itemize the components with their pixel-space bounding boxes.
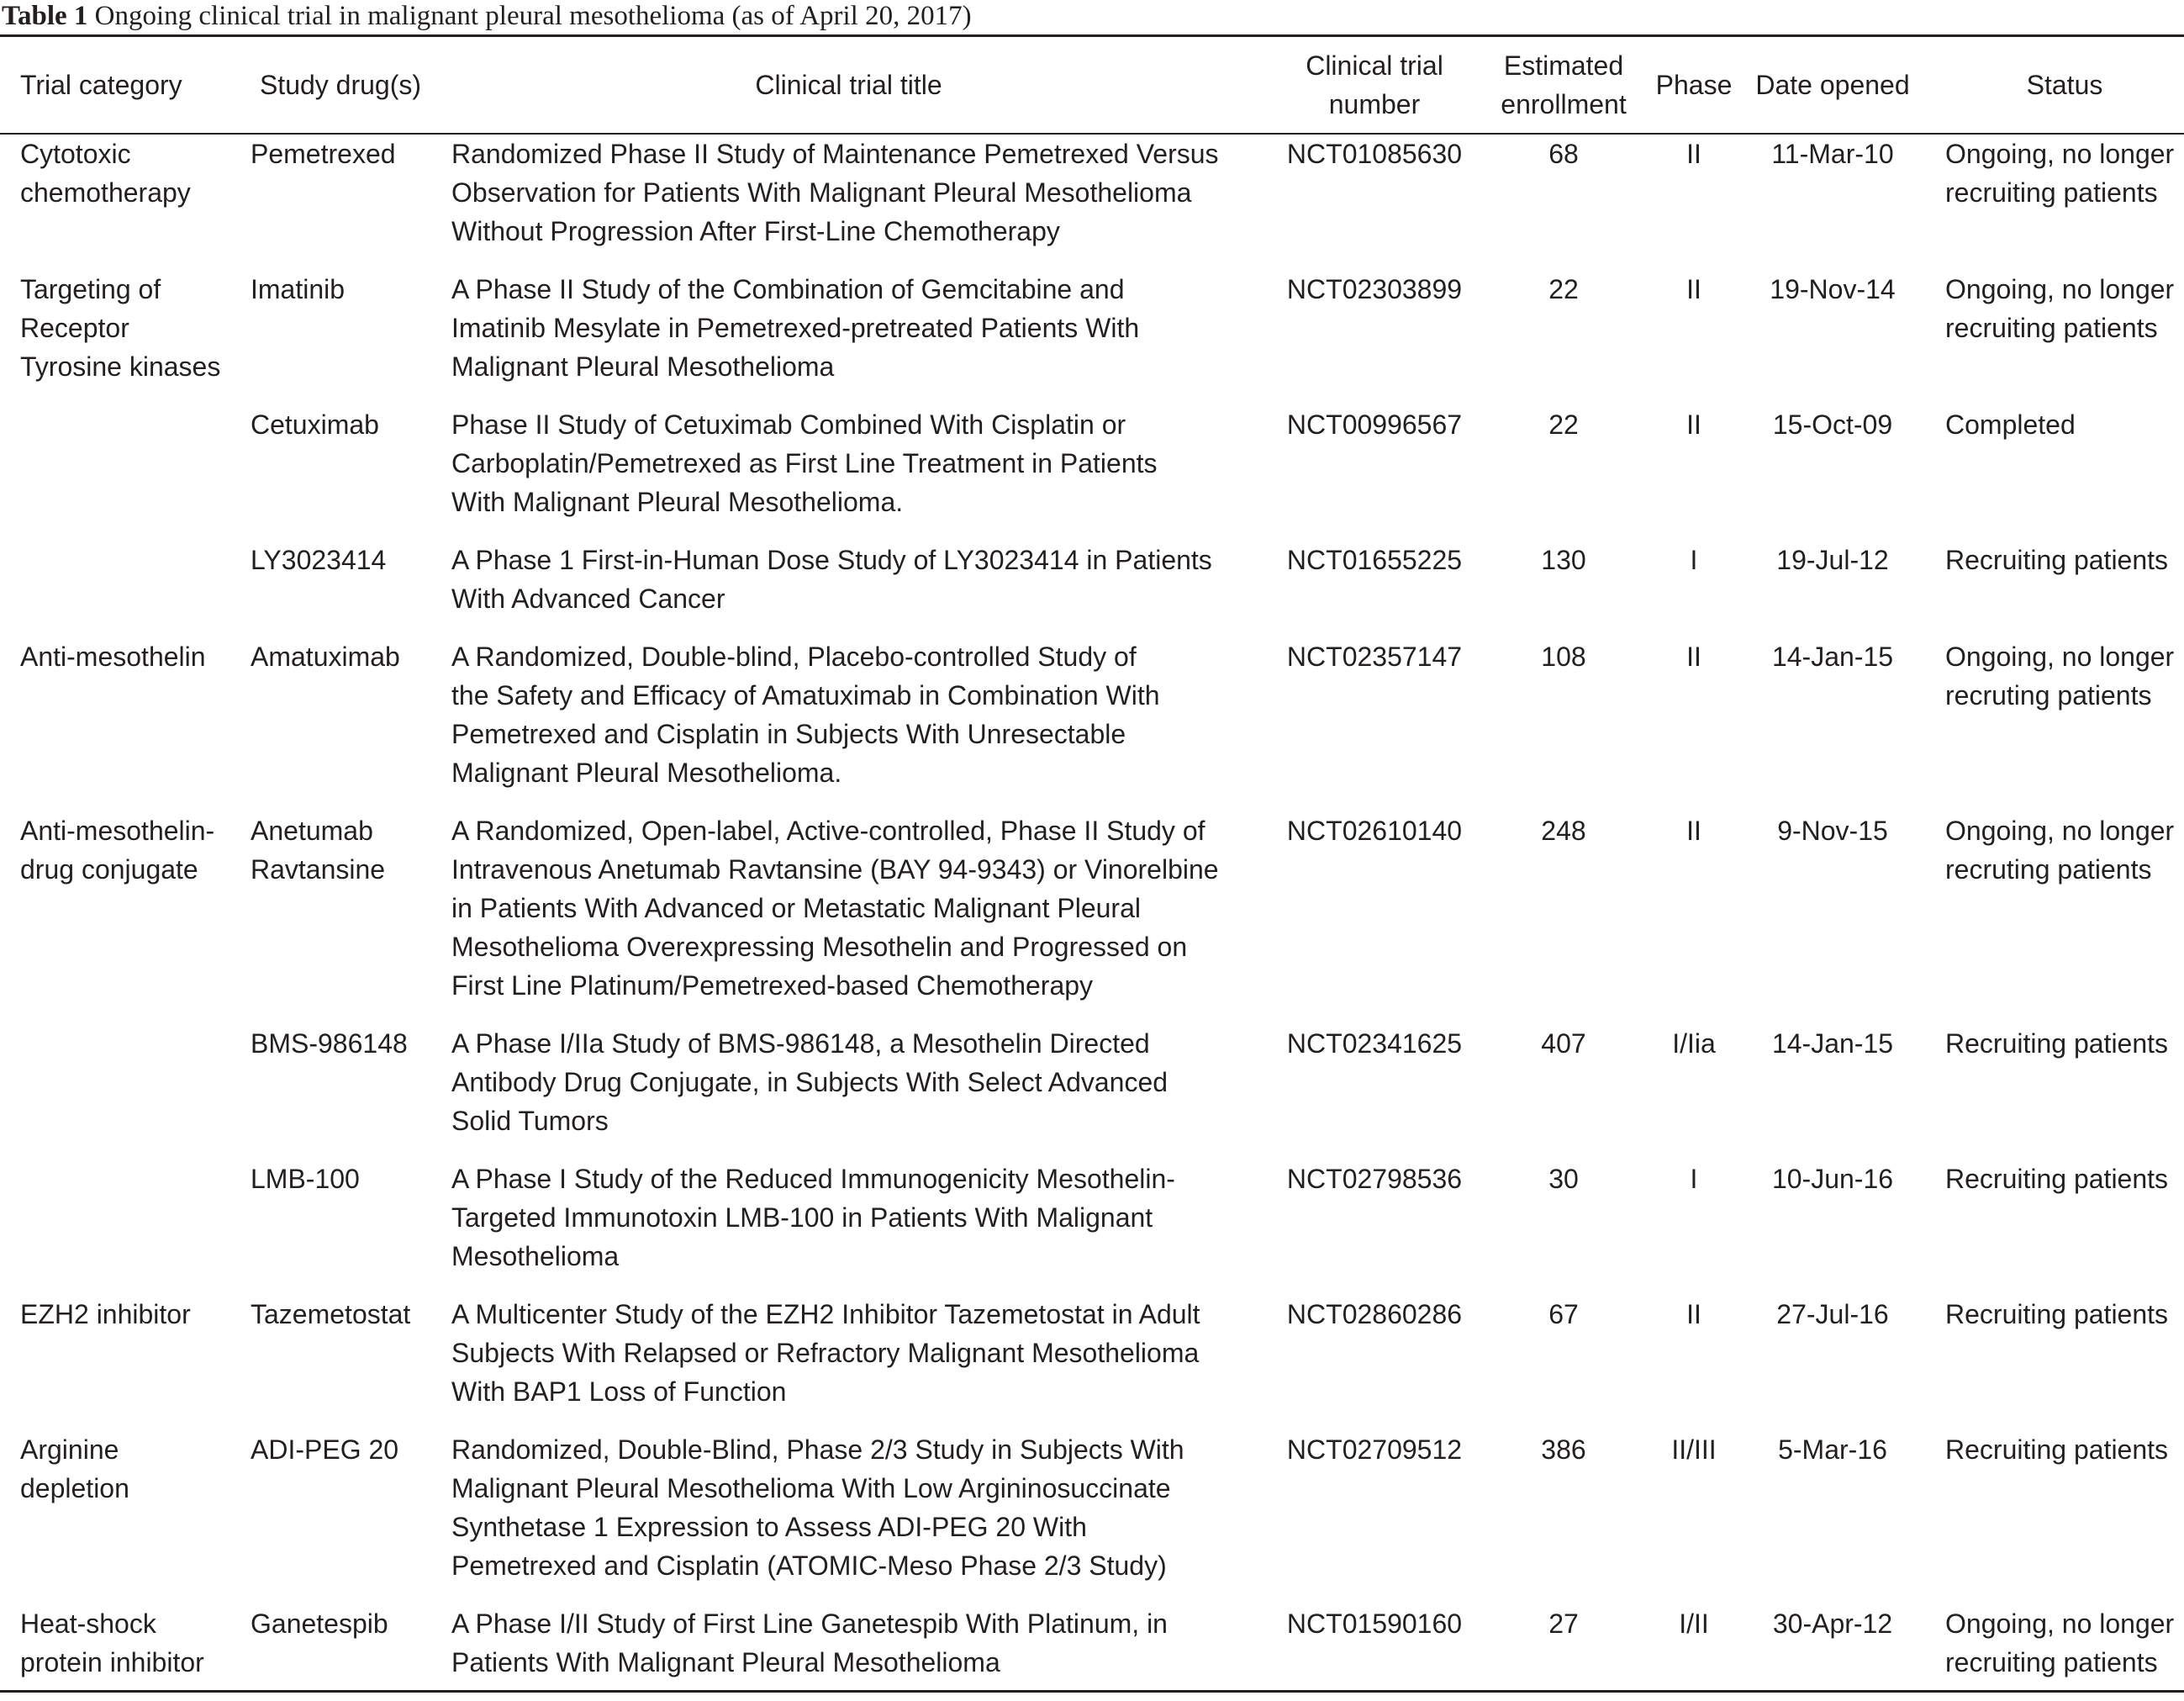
date-opened-cell — [1744, 811, 1921, 850]
trial-category-cell — [20, 811, 240, 889]
phase-cell — [1643, 1024, 1744, 1063]
trial-number-cell — [1265, 811, 1484, 850]
trial-title-cell — [451, 135, 1258, 251]
phase-cell-text: II — [1686, 274, 1701, 304]
enrollment-cell — [1488, 541, 1639, 579]
phase-cell — [1643, 1160, 1744, 1198]
header-date-opened — [1744, 37, 1921, 133]
trial-title-cell — [451, 1024, 1258, 1140]
status-cell-line: Recruiting patients — [1945, 545, 2169, 575]
trial-title-cell-line: With BAP1 Loss of Function — [451, 1376, 787, 1407]
status-cell — [1945, 135, 2184, 212]
status-cell — [1945, 1295, 2184, 1334]
study-drug-cell — [251, 135, 446, 173]
trial-title-cell-line: the Safety and Efficacy of Amatuximab in Combination With — [451, 680, 1160, 711]
phase-cell-text: II — [1686, 642, 1701, 672]
trial-category-cell — [20, 1604, 240, 1682]
trial-category-cell-line: protein inhibitor — [20, 1647, 204, 1677]
phase-cell — [1643, 1295, 1744, 1334]
date-opened-cell-text: 14-Jan-15 — [1771, 1028, 1894, 1059]
phase-cell-text: II/III — [1671, 1434, 1717, 1465]
status-cell-line: Recruiting patients — [1945, 1299, 2169, 1329]
study-drug-cell — [251, 811, 446, 889]
date-opened-cell — [1744, 541, 1921, 579]
phase-cell — [1643, 270, 1744, 309]
study-drug-cell-line: Pemetrexed — [251, 139, 396, 169]
header-clinical-trial-number-line1: Clinical trial — [1306, 50, 1443, 81]
trial-title-cell-line: Randomized, Double-Blind, Phase 2/3 Study in Subjects With — [451, 1434, 1184, 1465]
trial-category-cell — [20, 637, 240, 676]
enrollment-cell — [1488, 405, 1639, 444]
trial-category-cell — [20, 135, 240, 212]
trial-title-cell — [451, 1295, 1258, 1411]
phase-cell-text: II — [1686, 1299, 1701, 1329]
study-drug-cell — [251, 1604, 446, 1643]
enrollment-cell — [1488, 1604, 1639, 1643]
header-phase-label: Phase — [1655, 70, 1733, 100]
trial-title-cell-line: A Phase I/II Study of First Line Ganetespib With Platinum, in — [451, 1609, 1168, 1639]
header-trial-category-label: Trial category — [20, 70, 182, 100]
trial-category-cell-line: Receptor — [20, 313, 129, 343]
trial-number-cell-text: NCT02341625 — [1286, 1028, 1463, 1059]
trial-number-cell-text: NCT02610140 — [1286, 816, 1463, 846]
date-opened-cell-text: 30-Apr-12 — [1772, 1609, 1893, 1639]
trial-title-cell — [451, 1160, 1258, 1276]
status-cell-line: recruiting patients — [1945, 177, 2158, 208]
date-opened-cell-text: 5-Mar-16 — [1778, 1434, 1887, 1465]
trial-number-cell — [1265, 1160, 1484, 1198]
trial-category-cell-line: Anti-mesothelin- — [20, 816, 215, 846]
status-cell-line: Recruiting patients — [1945, 1434, 2169, 1465]
table-row — [0, 1024, 2184, 1160]
date-opened-cell-text: 11-Mar-10 — [1771, 139, 1894, 169]
header-status-label: Status — [2026, 70, 2103, 100]
phase-cell — [1643, 541, 1744, 579]
study-drug-cell-line: Anetumab — [251, 816, 373, 846]
trial-title-cell-line: Malignant Pleural Mesothelioma. — [451, 758, 842, 788]
status-cell-line: recruting patients — [1945, 854, 2152, 885]
trial-title-cell — [451, 541, 1258, 618]
trial-title-cell-line: Intravenous Anetumab Ravtansine (BAY 94-9343) or Vinorelbine — [451, 854, 1219, 885]
date-opened-cell-text: 15-Oct-09 — [1772, 409, 1893, 440]
enrollment-cell — [1488, 1295, 1639, 1334]
status-cell-line: Ongoing, no longer — [1945, 642, 2175, 672]
trial-category-cell-line: chemotherapy — [20, 177, 191, 208]
trial-title-cell-line: First Line Platinum/Pemetrexed-based Chemotherapy — [451, 970, 1094, 1001]
table-row — [0, 1160, 2184, 1295]
trial-number-cell-text: NCT01655225 — [1286, 545, 1463, 575]
enrollment-cell-text: 68 — [1548, 139, 1579, 169]
status-cell — [1945, 270, 2184, 347]
study-drug-cell — [251, 541, 446, 579]
enrollment-cell-text: 67 — [1548, 1299, 1579, 1329]
header-study-drugs-label: Study drug(s) — [259, 70, 422, 100]
date-opened-cell — [1744, 1604, 1921, 1643]
trial-number-cell-text: NCT02709512 — [1286, 1434, 1463, 1465]
trial-category-cell — [20, 270, 240, 386]
phase-cell — [1643, 405, 1744, 444]
trial-number-cell — [1265, 1430, 1484, 1469]
status-cell-line: recruiting patients — [1945, 313, 2158, 343]
enrollment-cell — [1488, 135, 1639, 173]
table-caption-text: Ongoing clinical trial in malignant pleural mesothelioma (as of April 20, 2017) — [87, 1, 972, 31]
trial-number-cell — [1265, 637, 1484, 676]
phase-cell-text: I — [1690, 545, 1698, 575]
trial-number-cell-text: NCT02357147 — [1286, 642, 1463, 672]
status-cell — [1945, 1430, 2184, 1469]
trial-category-cell-line: Tyrosine kinases — [20, 351, 221, 382]
enrollment-cell-text: 27 — [1548, 1609, 1579, 1639]
date-opened-cell — [1744, 1024, 1921, 1063]
trial-title-cell-line: Antibody Drug Conjugate, in Subjects With Select Advanced — [451, 1067, 1168, 1097]
enrollment-cell — [1488, 1430, 1639, 1469]
phase-cell-text: II — [1686, 816, 1701, 846]
trial-category-cell-line: depletion — [20, 1473, 129, 1503]
trial-category-cell-line: Heat-shock — [20, 1609, 156, 1639]
trial-title-cell — [451, 1604, 1258, 1682]
status-cell-line: Ongoing, no longer — [1945, 274, 2175, 304]
trial-title-cell-line: in Patients With Advanced or Metastatic Malignant Pleural — [451, 893, 1141, 923]
phase-cell-text: I/II — [1679, 1609, 1709, 1639]
trial-title-cell-line: Without Progression After First-Line Chemotherapy — [451, 216, 1060, 246]
trial-title-cell-line: Carboplatin/Pemetrexed as First Line Treatment in Patients — [451, 448, 1158, 478]
trial-title-cell-line: Malignant Pleural Mesothelioma — [451, 351, 835, 382]
trial-title-cell-line: A Phase 1 First-in-Human Dose Study of LY3023414 in Patients — [451, 545, 1212, 575]
status-cell-line: Completed — [1945, 409, 2076, 440]
table-caption — [2, 0, 972, 32]
trial-title-cell — [451, 270, 1258, 386]
trial-category-cell-line: Targeting of — [20, 274, 161, 304]
phase-cell — [1643, 1604, 1744, 1643]
table-row — [0, 637, 2184, 811]
trial-number-cell-text: NCT02303899 — [1286, 274, 1463, 304]
date-opened-cell-text: 9-Nov-15 — [1777, 816, 1888, 846]
status-cell — [1945, 1024, 2184, 1063]
trial-category-cell-line: Anti-mesothelin — [20, 642, 206, 672]
study-drug-cell-line: LMB-100 — [251, 1164, 360, 1194]
date-opened-cell-text: 14-Jan-15 — [1771, 642, 1894, 672]
date-opened-cell — [1744, 270, 1921, 309]
trial-category-cell — [20, 1430, 240, 1508]
study-drug-cell-line: LY3023414 — [251, 545, 387, 575]
date-opened-cell-text: 19-Nov-14 — [1770, 274, 1896, 304]
header-date-opened-label: Date opened — [1755, 70, 1910, 100]
status-cell — [1945, 1604, 2184, 1682]
trial-title-cell-line: A Multicenter Study of the EZH2 Inhibitor Tazemetostat in Adult — [451, 1299, 1200, 1329]
trial-title-cell — [451, 405, 1258, 521]
status-cell — [1945, 405, 2184, 444]
trial-category-cell-line: Arginine — [20, 1434, 119, 1465]
trial-title-cell-line: Solid Tumors — [451, 1106, 609, 1136]
phase-cell-text: II — [1686, 409, 1701, 440]
trial-category-cell-line: drug conjugate — [20, 854, 198, 885]
trial-title-cell-line: Targeted Immunotoxin LMB-100 in Patients With Malignant — [451, 1202, 1153, 1233]
study-drug-cell — [251, 1160, 446, 1198]
trial-number-cell — [1265, 541, 1484, 579]
date-opened-cell — [1744, 1160, 1921, 1198]
trial-title-cell-line: A Randomized, Double-blind, Placebo-controlled Study of — [451, 642, 1137, 672]
status-cell-line: Ongoing, no longer — [1945, 1609, 2175, 1639]
enrollment-cell-text: 386 — [1541, 1434, 1586, 1465]
table-row — [0, 1430, 2184, 1604]
trial-number-cell — [1265, 1024, 1484, 1063]
trial-title-cell-line: Mesothelioma — [451, 1241, 620, 1271]
status-cell-line: Recruiting patients — [1945, 1164, 2169, 1194]
phase-cell — [1643, 637, 1744, 676]
phase-cell-text: II — [1686, 139, 1701, 169]
trial-title-cell-line: A Phase I/IIa Study of BMS-986148, a Mesothelin Directed — [451, 1028, 1150, 1059]
phase-cell — [1643, 811, 1744, 850]
trial-title-cell — [451, 811, 1258, 1005]
trial-title-cell — [451, 1430, 1258, 1585]
trial-number-cell — [1265, 1604, 1484, 1643]
table-row — [0, 1295, 2184, 1430]
trial-title-cell — [451, 637, 1258, 792]
table-row — [0, 541, 2184, 637]
header-clinical-trial-title — [451, 37, 1246, 133]
study-drug-cell-line: Amatuximab — [251, 642, 400, 672]
enrollment-cell-text: 22 — [1548, 274, 1579, 304]
header-estimated-enrollment — [1488, 37, 1639, 133]
status-cell — [1945, 1160, 2184, 1198]
date-opened-cell-text: 10-Jun-16 — [1771, 1164, 1894, 1194]
status-cell-line: Ongoing, no longer — [1945, 816, 2175, 846]
study-drug-cell — [251, 405, 446, 444]
header-phase — [1643, 37, 1744, 133]
trial-number-cell — [1265, 270, 1484, 309]
trial-title-cell-line: Pemetrexed and Cisplatin (ATOMIC-Meso Phase 2/3 Study) — [451, 1550, 1167, 1581]
header-status — [1945, 37, 2184, 133]
header-estimated-enrollment-line2: enrollment — [1501, 89, 1627, 119]
trial-number-cell-text: NCT01590160 — [1286, 1609, 1463, 1639]
trial-title-cell-line: With Advanced Cancer — [451, 584, 725, 614]
study-drug-cell-line: Tazemetostat — [251, 1299, 411, 1329]
trial-category-cell — [20, 1295, 240, 1334]
date-opened-cell-text: 19-Jul-12 — [1776, 545, 1889, 575]
table-row — [0, 135, 2184, 270]
enrollment-cell — [1488, 1024, 1639, 1063]
status-cell-line: recruiting patients — [1945, 1647, 2158, 1677]
trial-number-cell-text: NCT02798536 — [1286, 1164, 1463, 1194]
enrollment-cell-text: 108 — [1541, 642, 1586, 672]
table-body — [0, 135, 2184, 1701]
header-clinical-trial-title-label: Clinical trial title — [755, 70, 942, 100]
trial-number-cell — [1265, 405, 1484, 444]
study-drug-cell — [251, 1430, 446, 1469]
status-cell-line: Ongoing, no longer — [1945, 139, 2175, 169]
trial-category-cell-line: Cytotoxic — [20, 139, 131, 169]
table-header-row — [0, 37, 2184, 133]
status-cell-line: Recruiting patients — [1945, 1028, 2169, 1059]
trial-title-cell-line: Phase II Study of Cetuximab Combined With Cisplatin or — [451, 409, 1126, 440]
enrollment-cell — [1488, 270, 1639, 309]
trial-title-cell-line: A Phase II Study of the Combination of Gemcitabine and — [451, 274, 1125, 304]
phase-cell-text: I/Iia — [1672, 1028, 1716, 1059]
trial-number-cell — [1265, 1295, 1484, 1334]
study-drug-cell-line: Cetuximab — [251, 409, 379, 440]
enrollment-cell-text: 30 — [1548, 1164, 1579, 1194]
enrollment-cell-text: 248 — [1541, 816, 1586, 846]
header-clinical-trial-number — [1265, 37, 1484, 133]
header-estimated-enrollment-line1: Estimated — [1503, 50, 1624, 81]
trial-title-cell-line: With Malignant Pleural Mesothelioma. — [451, 487, 904, 517]
date-opened-cell — [1744, 1295, 1921, 1334]
status-cell-line: recruting patients — [1945, 680, 2152, 711]
table-row — [0, 270, 2184, 405]
date-opened-cell — [1744, 1430, 1921, 1469]
status-cell — [1945, 541, 2184, 579]
study-drug-cell-line: ADI-PEG 20 — [251, 1434, 399, 1465]
enrollment-cell-text: 130 — [1541, 545, 1586, 575]
header-trial-category — [20, 37, 240, 133]
table-caption-label: Table 1 — [2, 1, 88, 31]
study-drug-cell — [251, 270, 446, 309]
date-opened-cell — [1744, 135, 1921, 173]
header-study-drugs — [240, 37, 441, 133]
trial-number-cell — [1265, 135, 1484, 173]
date-opened-cell — [1744, 637, 1921, 676]
date-opened-cell — [1744, 405, 1921, 444]
trial-title-cell-line: Synthetase 1 Expression to Assess ADI-PEG 20 With — [451, 1512, 1087, 1542]
trial-title-cell-line: A Randomized, Open-label, Active-controlled, Phase II Study of — [451, 816, 1205, 846]
trial-title-cell-line: A Phase I Study of the Reduced Immunogenicity Mesothelin- — [451, 1164, 1175, 1194]
status-cell — [1945, 811, 2184, 889]
trial-title-cell-line: Pemetrexed and Cisplatin in Subjects With Unresectable — [451, 719, 1126, 749]
enrollment-cell-text: 407 — [1541, 1028, 1586, 1059]
trial-title-cell-line: Observation for Patients With Malignant Pleural Mesothelioma — [451, 177, 1192, 208]
study-drug-cell-line: Ganetespib — [251, 1609, 388, 1639]
study-drug-cell — [251, 1024, 446, 1063]
trial-number-cell-text: NCT01085630 — [1286, 139, 1463, 169]
enrollment-cell — [1488, 1160, 1639, 1198]
table-row — [0, 1604, 2184, 1701]
trial-number-cell-text: NCT02860286 — [1286, 1299, 1463, 1329]
study-drug-cell-line: Ravtansine — [251, 854, 386, 885]
study-drug-cell-line: BMS-986148 — [251, 1028, 408, 1059]
enrollment-cell — [1488, 637, 1639, 676]
phase-cell-text: I — [1690, 1164, 1698, 1194]
study-drug-cell-line: Imatinib — [251, 274, 346, 304]
trial-category-cell-line: EZH2 inhibitor — [20, 1299, 191, 1329]
header-clinical-trial-number-line2: number — [1328, 89, 1421, 119]
phase-cell — [1643, 1430, 1744, 1469]
date-opened-cell-text: 27-Jul-16 — [1776, 1299, 1889, 1329]
phase-cell — [1643, 135, 1744, 173]
trial-title-cell-line: Mesothelioma Overexpressing Mesothelin and Progressed on — [451, 932, 1188, 962]
table-row — [0, 405, 2184, 541]
trial-title-cell-line: Randomized Phase II Study of Maintenance Pemetrexed Versus — [451, 139, 1219, 169]
trial-number-cell-text: NCT00996567 — [1286, 409, 1463, 440]
status-cell — [1945, 637, 2184, 715]
study-drug-cell — [251, 637, 446, 676]
study-drug-cell — [251, 1295, 446, 1334]
table-row — [0, 811, 2184, 1024]
trial-title-cell-line: Subjects With Relapsed or Refractory Malignant Mesothelioma — [451, 1338, 1200, 1368]
trial-title-cell-line: Malignant Pleural Mesothelioma With Low Argininosuccinate — [451, 1473, 1171, 1503]
enrollment-cell — [1488, 811, 1639, 850]
trial-title-cell-line: Imatinib Mesylate in Pemetrexed-pretreated Patients With — [451, 313, 1140, 343]
trial-title-cell-line: Patients With Malignant Pleural Mesothelioma — [451, 1647, 1000, 1677]
enrollment-cell-text: 22 — [1548, 409, 1579, 440]
